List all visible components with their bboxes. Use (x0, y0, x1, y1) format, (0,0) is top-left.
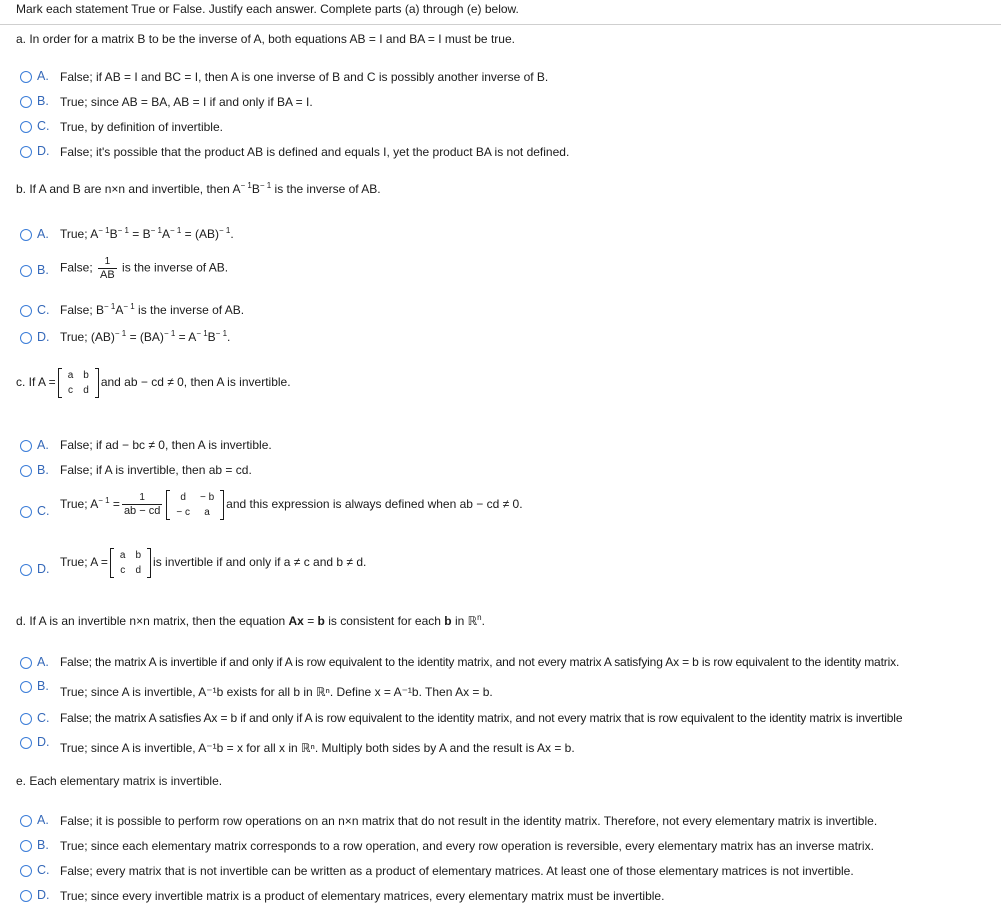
option-letter: B. (37, 679, 49, 693)
option-letter: B. (37, 94, 49, 108)
option-letter: D. (37, 735, 50, 749)
text-part: . (227, 330, 231, 344)
text-part: is the inverse of AB. (118, 260, 229, 275)
text-part: = (AB) (181, 227, 220, 241)
matrix-cell: d (180, 492, 186, 503)
option-letter: A. (37, 438, 49, 452)
option-letter: D. (37, 330, 50, 344)
inverse-exp: − 1 (196, 329, 208, 338)
numerator: 1 (139, 492, 145, 504)
text-part: True; A (60, 497, 99, 512)
q-b-mid: B (251, 182, 260, 196)
option-text: False; if ad − bc ≠ 0, then A is invertible. (60, 438, 272, 452)
matrix-cell: a (67, 370, 74, 381)
text-part: A (115, 303, 124, 317)
option-letter: B. (37, 838, 49, 852)
text-part: True; A = (60, 555, 108, 570)
option-text (60, 303, 244, 317)
option-text: True; since each elementary matrix corresponds to a row operation, and every row operation is reversible, every elementary matrix has an inverse matrix. (60, 839, 874, 853)
matrix-cell: c (120, 565, 126, 576)
option-text: False; if A is invertible, then ab = cd. (60, 463, 252, 477)
exponent: n (477, 613, 482, 622)
option-letter: B. (37, 263, 49, 277)
option-text: True; since A is invertible, A⁻¹b exists for all b in ℝⁿ. Define x = A⁻¹b. Then Ax = b. (60, 685, 493, 699)
text-part: b (317, 614, 325, 628)
divider (0, 24, 1001, 25)
matrix-cell: − b (199, 492, 215, 503)
option-letter: C. (37, 119, 50, 133)
text-part: = (303, 614, 318, 628)
text-part: b (444, 614, 452, 628)
text-part: and ab − cd ≠ 0, then A is invertible. (100, 375, 291, 390)
option-text: False; if AB = I and BC = I, then A is one inverse of B and C is possibly another inverse of B. (60, 70, 549, 84)
inverse-exp: − 1 (219, 226, 231, 235)
text-part: . (230, 227, 234, 241)
inverse-exp: − 1 (117, 226, 129, 235)
option-text: True; since AB = BA, AB = I if and only if BA = I. (60, 95, 313, 109)
inverse-exp: − 1 (104, 302, 116, 311)
matrix-cell: a (204, 507, 210, 518)
inverse-exp: − 1 (215, 329, 228, 338)
question-d (16, 614, 485, 628)
text-part: c. If A = (16, 375, 56, 390)
option-letter: A. (37, 813, 49, 827)
text-part: B (207, 330, 216, 344)
inverse-exp: − 1 (123, 302, 135, 311)
option-letter: A. (37, 655, 49, 669)
matrix-cell: a (119, 550, 126, 561)
option-text: True; since every invertible matrix is a product of elementary matrices, every elementary matrix must be invertible. (60, 889, 665, 903)
option-letter: C. (37, 504, 50, 518)
option-text (60, 227, 234, 241)
inverse-exp: − 1 (150, 226, 162, 235)
radio-button[interactable] (20, 681, 32, 693)
fraction (122, 492, 162, 517)
inverse-exp: − 1 (98, 496, 110, 506)
instructions: Mark each statement True or False. Justify each answer. Complete parts (a) through (e) below. (16, 2, 519, 16)
text-part: Ax (288, 614, 304, 628)
text-part: B (109, 227, 118, 241)
text-part: False; (60, 260, 97, 275)
text-part: is the inverse of AB. (134, 303, 245, 317)
option-letter: D. (37, 144, 50, 158)
matrix (110, 548, 151, 578)
matrix (58, 368, 99, 398)
matrix-cell: d (135, 565, 142, 576)
denominator: ab − cd (123, 504, 161, 517)
text-part: True; (AB) (60, 330, 115, 344)
radio-button[interactable] (20, 229, 32, 241)
text-part: = (BA) (126, 330, 164, 344)
radio-button[interactable] (20, 840, 32, 852)
option-text (60, 256, 228, 281)
radio-button[interactable] (20, 506, 32, 518)
radio-button[interactable] (20, 146, 32, 158)
matrix (166, 490, 224, 520)
radio-button[interactable] (20, 465, 32, 477)
option-text: False; it's possible that the product AB is defined and equals I, yet the product BA is not defined. (60, 145, 570, 159)
text-part: in ℝ (451, 614, 478, 628)
radio-button[interactable] (20, 265, 32, 277)
text-part: True; A (60, 227, 99, 241)
inverse-exp: − 1 (98, 226, 110, 235)
text-part: = B (128, 227, 151, 241)
text-part: and this expression is always defined when ab − cd ≠ 0. (226, 497, 523, 512)
text-part: is consistent for each (324, 614, 445, 628)
text-part: . (481, 614, 485, 628)
text-part: A (161, 227, 170, 241)
question-b (16, 182, 381, 196)
text-part: is invertible if and only if a ≠ c and b ≠ d. (153, 555, 367, 570)
option-letter: D. (37, 888, 50, 902)
q-b-post: is the inverse of AB. (271, 182, 381, 196)
option-text: False; every matrix that is not invertible can be written as a product of elementary matrices. At least one of those elementary matrices is not invertible. (60, 864, 854, 878)
inverse-exp: − 1 (163, 329, 176, 338)
option-letter: D. (37, 562, 50, 576)
text-part: = (109, 497, 120, 512)
text-part: = A (175, 330, 197, 344)
radio-button[interactable] (20, 737, 32, 749)
matrix-cell: b (83, 370, 89, 381)
radio-button[interactable] (20, 440, 32, 452)
radio-button[interactable] (20, 332, 32, 344)
matrix-cell: b (135, 550, 142, 561)
question-c (16, 368, 291, 398)
inverse-exp: − 1 (259, 181, 272, 190)
radio-button[interactable] (20, 713, 32, 725)
matrix-cell: − c (176, 507, 190, 518)
radio-button[interactable] (20, 657, 32, 669)
radio-button[interactable] (20, 96, 32, 108)
radio-button[interactable] (20, 865, 32, 877)
fraction (98, 256, 117, 281)
option-text (60, 330, 230, 344)
text-part: d. If A is an invertible n×n matrix, then the equation (16, 614, 289, 628)
inverse-exp: − 1 (240, 181, 252, 190)
radio-button[interactable] (20, 305, 32, 317)
inverse-exp: − 1 (114, 329, 127, 338)
question-e: e. Each elementary matrix is invertible. (16, 774, 223, 788)
option-text: True; since A is invertible, A⁻¹b = x for all x in ℝⁿ. Multiply both sides by A and the result is Ax = b. (60, 741, 575, 755)
option-letter: A. (37, 227, 49, 241)
text-part: False; B (60, 303, 105, 317)
option-text: False; it is possible to perform row operations on an n×n matrix that do not result in the identity matrix. Therefore, not every elementary matrix is invertible. (60, 814, 878, 828)
option-text: False; the matrix A is invertible if and only if A is row equivalent to the identity matrix, and not every matrix A satisfying Ax = b is row equivalent to the identity matrix. (60, 655, 900, 669)
option-letter: B. (37, 463, 49, 477)
inverse-exp: − 1 (170, 226, 182, 235)
option-letter: A. (37, 69, 49, 83)
option-text (60, 490, 523, 520)
radio-button[interactable] (20, 890, 32, 902)
option-text: True, by definition of invertible. (60, 120, 223, 134)
option-letter: C. (37, 303, 50, 317)
numerator: 1 (104, 256, 111, 267)
question-a: a. In order for a matrix B to be the inverse of A, both equations AB = I and BA = I must be true. (16, 32, 515, 46)
denominator: AB (100, 268, 115, 281)
matrix-cell: c (67, 385, 73, 396)
radio-button[interactable] (20, 71, 32, 83)
option-letter: C. (37, 863, 50, 877)
radio-button[interactable] (20, 564, 32, 576)
option-text (60, 548, 366, 578)
q-b-pre: b. If A and B are n×n and invertible, then A (16, 182, 241, 196)
radio-button[interactable] (20, 121, 32, 133)
option-text: False; the matrix A satisfies Ax = b if and only if A is row equivalent to the identity matrix, and not every matrix that is row equivalent to the identity matrix is invertible (60, 711, 903, 725)
matrix-cell: d (83, 385, 89, 396)
radio-button[interactable] (20, 815, 32, 827)
option-letter: C. (37, 711, 50, 725)
